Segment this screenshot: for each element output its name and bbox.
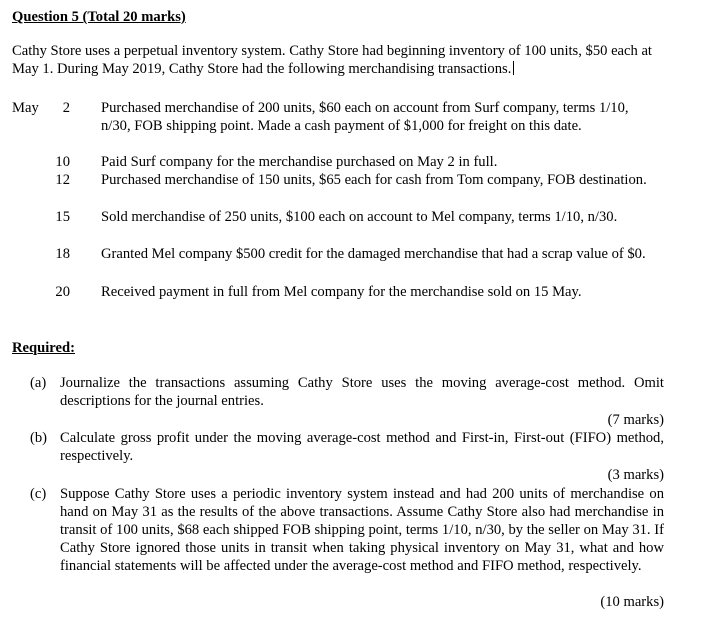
question-intro — [12, 42, 672, 78]
transaction-day: 15 — [55, 209, 70, 225]
part-text: Calculate gross profit under the moving average-cost method and First-in, First-out (FIFO) method, respectively. — [60, 430, 664, 464]
transaction-day: 10 — [55, 154, 70, 170]
transaction-day: 20 — [55, 284, 70, 300]
required-heading: Required: — [12, 340, 75, 356]
part-label: (b) — [30, 430, 48, 446]
transaction-description: Purchased merchandise of 200 units, $60 each on account from Surf company, terms 1/10, n/30, FOB shipping point. Made a cash payment of $1,000 for freight on this date. — [101, 100, 629, 134]
transaction-day: 12 — [55, 172, 70, 188]
part-b-marks: (3 marks) — [607, 467, 664, 483]
part-a-marks: (7 marks) — [607, 412, 664, 428]
part-label: (c) — [30, 486, 47, 502]
transaction-description: Sold merchandise of 250 units, $100 each on account to Mel company, terms 1/10, n/30. — [101, 209, 618, 225]
transaction-description: Granted Mel company $500 credit for the damaged merchandise that had a scrap value of $0. — [101, 246, 646, 262]
part-c-marks: (10 marks) — [600, 594, 664, 610]
transaction-description: Received payment in full from Mel company for the merchandise sold on 15 May. — [101, 284, 582, 300]
part-label: (a) — [30, 375, 47, 391]
part-text: Journalize the transactions assuming Cathy Store uses the moving average-cost method. Omit descriptions for the journal entries. — [60, 375, 664, 409]
transaction-day: 18 — [55, 246, 70, 262]
transaction-day: 2 — [62, 100, 70, 116]
part-text: Suppose Cathy Store uses a periodic inventory system instead and had 200 units of merchandise on hand on May 31 as the results of the above transactions. Assume Cathy Store also had merchandise in transit of 100 units, $68 each shipped FOB shipping point, terms 1/10, n/30, by the seller on May 31. If Cathy Store ignored those units in transit when taking physical inventory on May 31, what and how financial statements will be affected under the average-cost method and FIFO method, respectively. — [60, 486, 664, 574]
transaction-month: May — [12, 100, 39, 116]
intro-text: Cathy Store uses a perpetual inventory system. Cathy Store had beginning inventory of 100 units, $50 each at May 1. During May 2019, Cathy Store had the following merchandising transactions. — [12, 43, 652, 77]
question-title: Question 5 (Total 20 marks) — [12, 9, 186, 25]
transaction-description: Paid Surf company for the merchandise purchased on May 2 in full. — [101, 154, 498, 170]
text-cursor — [513, 61, 514, 75]
transaction-description: Purchased merchandise of 150 units, $65 each for cash from Tom company, FOB destination. — [101, 172, 647, 188]
